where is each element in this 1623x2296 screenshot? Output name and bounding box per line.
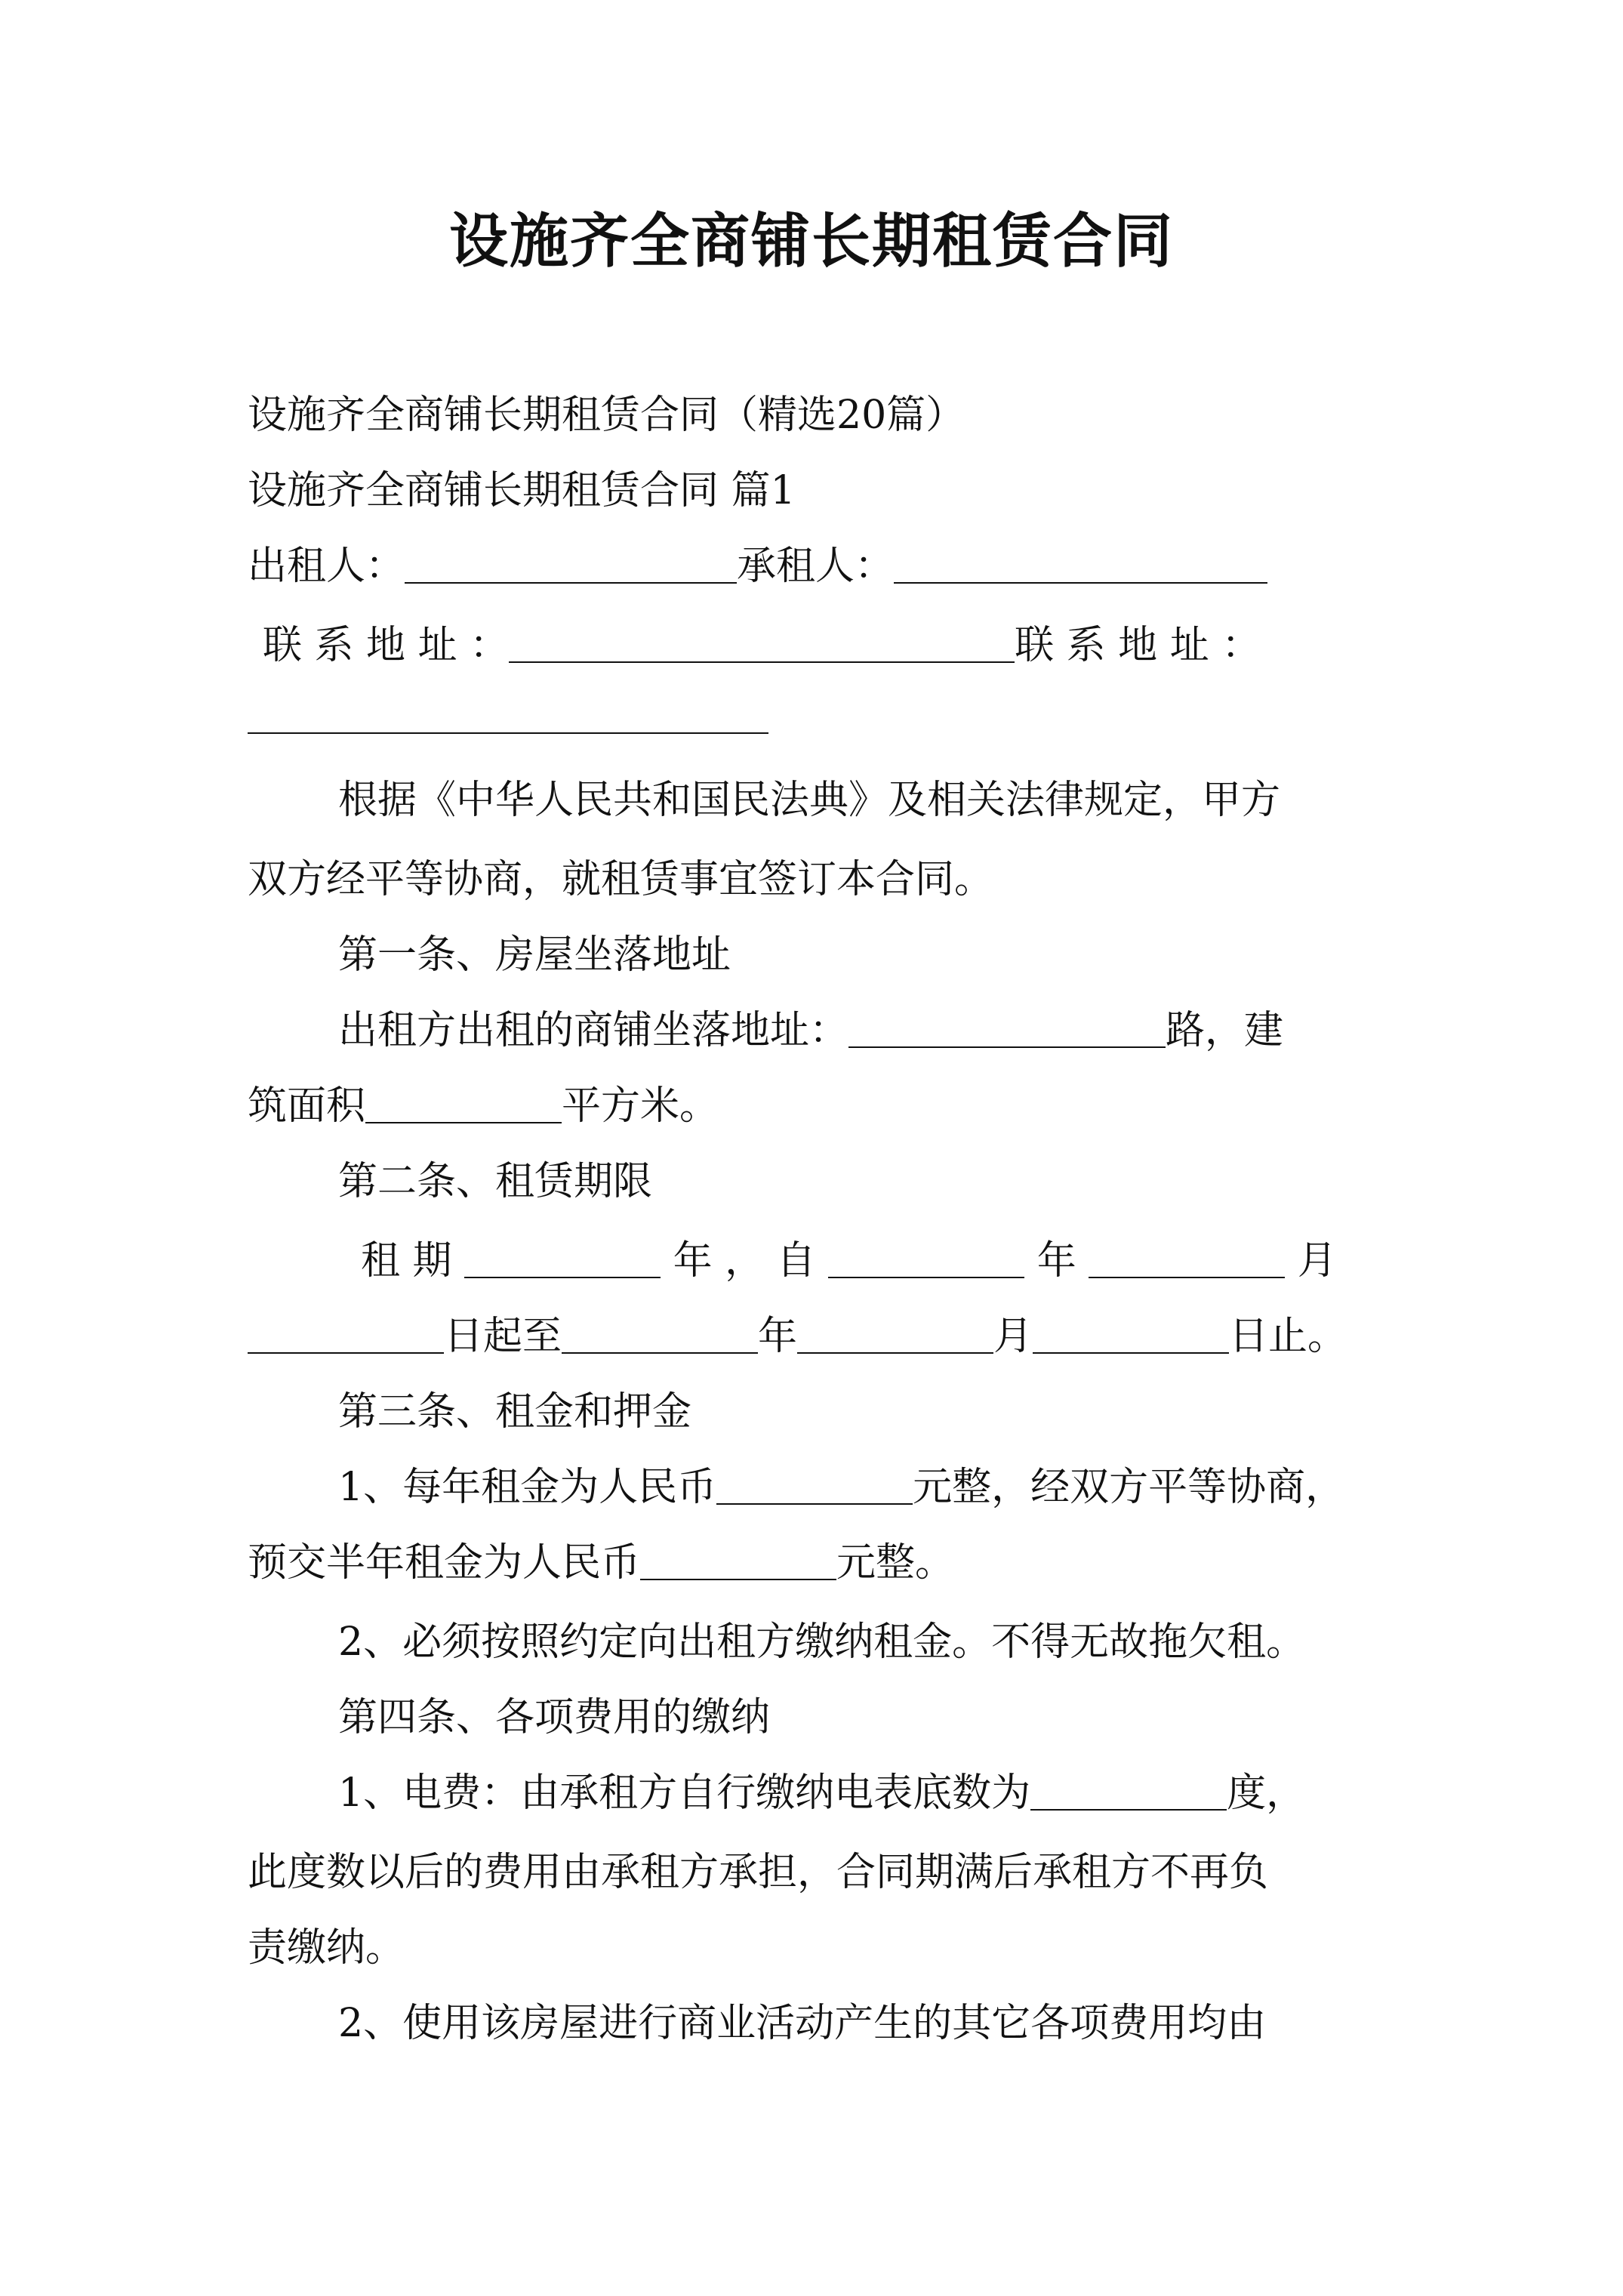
paragraph-line xyxy=(248,1918,1380,1978)
end-day-blank[interactable] xyxy=(1033,1313,1229,1354)
paragraph-text: 年 xyxy=(1036,1238,1076,1284)
paragraph-text: 出租方出租的商铺坐落地址： xyxy=(338,1008,849,1053)
paragraph-text: 双方经平等协商，就租赁事宜签订本合同。 xyxy=(248,857,994,902)
paragraph-line xyxy=(338,1993,1471,2054)
section-heading-text: 设施齐全商铺长期租赁合同 篇1 xyxy=(248,468,796,513)
subtitle-line xyxy=(248,385,1380,445)
paragraph-text: 日起至 xyxy=(444,1314,562,1359)
lessee-blank[interactable] xyxy=(894,543,1267,584)
start-year-blank[interactable] xyxy=(828,1237,1024,1278)
lessor-address-label: 联 系 地 址 ： xyxy=(263,623,510,668)
article-heading-text: 第二条、租赁期限 xyxy=(338,1159,653,1204)
paragraph-text: 1、每年租金为人民币 xyxy=(338,1465,717,1510)
paragraph-text: 责缴纳。 xyxy=(248,1925,405,1971)
paragraph-text: 2、使用该房屋进行商业活动产生的其它各项费用均由 xyxy=(338,2001,1267,2046)
start-day-blank[interactable] xyxy=(248,1313,444,1354)
paragraph-text: 平方米。 xyxy=(562,1083,719,1129)
article-heading xyxy=(338,1687,1471,1748)
paragraph-text: 此度数以后的费用由承租方承担，合同期满后承租方不再负 xyxy=(248,1850,1269,1895)
end-year-blank[interactable] xyxy=(562,1313,758,1354)
paragraph-text: 筑面积 xyxy=(248,1083,366,1129)
term-years-blank[interactable] xyxy=(464,1237,661,1278)
paragraph-text: 路，建 xyxy=(1166,1008,1284,1053)
article-heading xyxy=(338,1151,1471,1212)
annual-rent-blank[interactable] xyxy=(716,1464,913,1505)
paragraph-text: 日止。 xyxy=(1229,1314,1347,1359)
end-month-blank[interactable] xyxy=(797,1313,993,1354)
paragraph-line xyxy=(361,1231,1493,1291)
paragraph-line xyxy=(248,849,1380,910)
paragraph-line xyxy=(338,1457,1471,1518)
paragraph-line xyxy=(338,770,1471,831)
half-year-rent-blank[interactable] xyxy=(640,1539,836,1580)
paragraph-line xyxy=(338,1000,1471,1061)
meter-reading-blank[interactable] xyxy=(1030,1770,1227,1811)
paragraph-line xyxy=(338,1612,1471,1672)
paragraph-text: 年 ， 自 xyxy=(673,1238,816,1284)
lessor-label: 出租人： xyxy=(248,544,405,589)
paragraph-line xyxy=(248,1306,1380,1367)
paragraph-text: 预交半年租金为人民币 xyxy=(248,1540,641,1586)
paragraph-text: 元整。 xyxy=(836,1540,955,1586)
lessee-address-label: 联 系 地 址 ： xyxy=(1015,623,1261,668)
lessor-address-blank[interactable] xyxy=(509,622,1015,663)
shop-address-blank[interactable] xyxy=(848,1007,1166,1048)
paragraph-text: 2、必须按照约定向出租方缴纳租金。不得无故拖欠租。 xyxy=(338,1620,1306,1665)
paragraph-text: 月 xyxy=(1297,1238,1337,1284)
paragraph-line xyxy=(248,1533,1380,1593)
parties-line xyxy=(248,536,1380,596)
paragraph-line xyxy=(338,1763,1471,1823)
paragraph-line xyxy=(248,1842,1380,1903)
article-heading-text: 第四条、各项费用的缴纳 xyxy=(338,1695,771,1740)
paragraph-text: 1、电费：由承租方自行缴纳电表底数为 xyxy=(338,1771,1031,1816)
lessee-label: 承租人： xyxy=(737,544,895,589)
section-heading-line xyxy=(248,461,1380,521)
paragraph-text: 根据《中华人民共和国民法典》及相关法律规定，甲方 xyxy=(338,778,1281,823)
paragraph-text: 月 xyxy=(993,1314,1033,1359)
subtitle-text: 设施齐全商铺长期租赁合同（精选20篇） xyxy=(248,393,965,438)
paragraph-text: 度， xyxy=(1227,1771,1306,1816)
article-heading-text: 第一条、房屋坐落地址 xyxy=(338,932,731,978)
lessee-address-blank[interactable] xyxy=(248,731,768,734)
start-month-blank[interactable] xyxy=(1089,1237,1285,1278)
area-blank[interactable] xyxy=(365,1083,562,1123)
paragraph-text: 元整，经双方平等协商， xyxy=(913,1465,1345,1510)
paragraph-text: 年 xyxy=(758,1314,798,1359)
article-heading xyxy=(338,1382,1471,1442)
paragraph-line xyxy=(248,1076,1380,1136)
paragraph-text: 租 期 xyxy=(361,1238,452,1284)
article-heading xyxy=(338,925,1471,985)
article-heading-text: 第三条、租金和押金 xyxy=(338,1389,692,1435)
address-line xyxy=(263,615,1395,676)
lessor-blank[interactable] xyxy=(405,543,737,584)
document-title: 设施齐全商铺长期租赁合同 xyxy=(448,207,1174,276)
